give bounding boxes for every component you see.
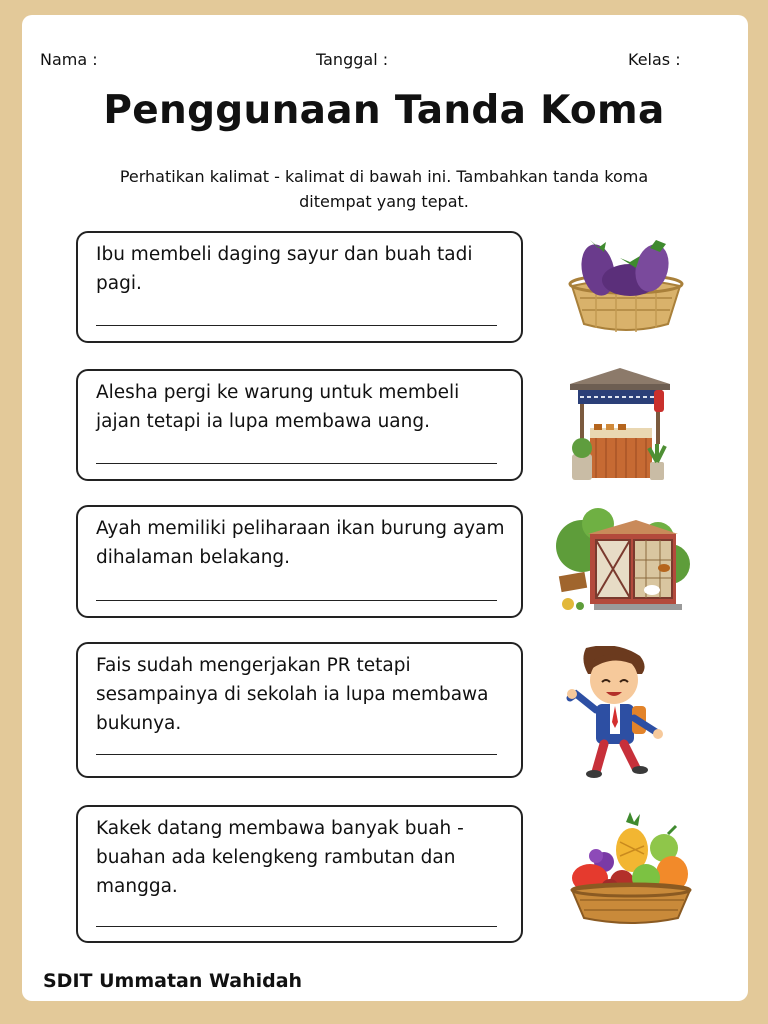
tanggal-label: Tanggal : <box>316 50 389 69</box>
question-text-5: Kakek datang membawa banyak buah - buahan ada kelengkeng rambutan dan mangga. <box>96 818 464 897</box>
question-box-1 <box>76 231 523 343</box>
question-box-5 <box>76 805 523 943</box>
school-name-footer: SDIT Ummatan Wahidah <box>43 970 303 992</box>
answer-line-4[interactable] <box>96 754 497 755</box>
answer-line-5[interactable] <box>96 926 497 927</box>
question-text-1: Ibu membeli daging sayur dan buah tadi pagi. <box>96 244 473 294</box>
answer-line-3[interactable] <box>96 600 497 601</box>
answer-line-1[interactable] <box>96 325 497 326</box>
nama-label: Nama : <box>40 50 98 69</box>
answer-line-2[interactable] <box>96 463 497 464</box>
fruit-basket-icon <box>566 812 696 924</box>
food-stall-icon <box>566 366 674 484</box>
question-box-2 <box>76 369 523 481</box>
eggplant-basket-icon <box>560 228 692 336</box>
chicken-coop-icon <box>554 506 692 616</box>
schoolboy-icon <box>566 646 666 780</box>
page-title: Penggunaan Tanda Koma <box>103 88 665 133</box>
instruction-text: Perhatikan kalimat - kalimat di bawah ini. Tambahkan tanda koma ditempat yang tepat. <box>119 167 649 211</box>
question-text-2: Alesha pergi ke warung untuk membeli jajan tetapi ia lupa membawa uang. <box>96 382 460 432</box>
question-text-4: Fais sudah mengerjakan PR tetapi sesampainya di sekolah ia lupa membawa bukunya. <box>96 655 489 734</box>
question-text-3: Ayah memiliki peliharaan ikan burung ayam dihalaman belakang. <box>96 518 505 568</box>
kelas-label: Kelas : <box>628 50 681 69</box>
question-box-3 <box>76 505 523 618</box>
question-box-4 <box>76 642 523 778</box>
